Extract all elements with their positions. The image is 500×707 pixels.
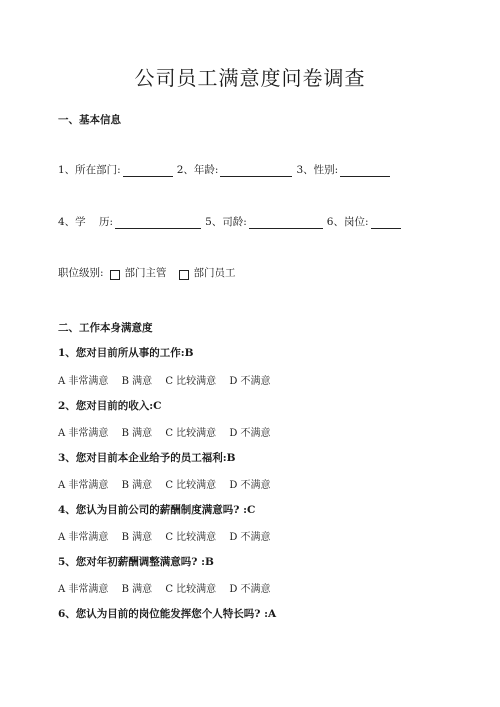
- question-1-options: [58, 372, 281, 387]
- question-5-options: [58, 580, 281, 595]
- option-a[interactable]: A 非常满意: [58, 428, 109, 439]
- question-3-options: [58, 476, 281, 491]
- staff-checkbox[interactable]: [179, 270, 189, 280]
- question-4: 4、您认为目前公司的薪酬制度满意吗? :C: [58, 504, 256, 516]
- staff-option-label: 部门员工: [193, 267, 236, 279]
- option-c[interactable]: C 比较满意: [165, 532, 217, 543]
- option-b[interactable]: B 满意: [121, 376, 153, 387]
- manager-option-label: 部门主管: [124, 267, 167, 279]
- question-2: 2、您对目前的收入:C: [58, 400, 162, 412]
- question-6: 6、您认为目前的岗位能发挥您个人特长吗? :A: [58, 608, 277, 620]
- department-field[interactable]: [123, 164, 173, 177]
- education-field[interactable]: [115, 216, 201, 229]
- question-3: 3、您对目前本企业给予的员工福利:B: [58, 452, 236, 464]
- option-a[interactable]: A 非常满意: [58, 584, 109, 595]
- option-b[interactable]: B 满意: [121, 584, 153, 595]
- section-basic-info-heading: 一、基本信息: [58, 114, 121, 126]
- tenure-field[interactable]: [249, 216, 323, 229]
- education-label: 4、学 历:: [58, 216, 114, 228]
- option-a[interactable]: A 非常满意: [58, 480, 109, 491]
- page-title: 公司员工满意度问卷调查: [134, 66, 366, 90]
- option-d[interactable]: D 不满意: [229, 480, 271, 491]
- tenure-label: 5、司龄:: [205, 216, 247, 228]
- section-job-satisfaction-heading: 二、工作本身满意度: [58, 322, 153, 334]
- question-2-options: [58, 424, 281, 439]
- gender-label: 3、性别:: [296, 164, 339, 176]
- option-d[interactable]: D 不满意: [229, 584, 271, 595]
- option-a[interactable]: A 非常满意: [58, 376, 109, 387]
- job-level-label: 职位级别:: [58, 267, 104, 279]
- basic-info-row-2: [58, 214, 405, 229]
- option-b[interactable]: B 满意: [121, 480, 153, 491]
- option-c[interactable]: C 比较满意: [165, 584, 217, 595]
- question-5: 5、您对年初薪酬调整满意吗? :B: [58, 556, 214, 568]
- option-a[interactable]: A 非常满意: [58, 532, 109, 543]
- question-1: 1、您对目前所从事的工作:B: [58, 347, 194, 359]
- position-label: 6、岗位:: [326, 216, 369, 228]
- job-level-row: [58, 265, 236, 280]
- option-d[interactable]: D 不满意: [229, 428, 271, 439]
- age-label: 2、年龄:: [176, 164, 219, 176]
- manager-checkbox[interactable]: [110, 270, 120, 280]
- position-field[interactable]: [371, 216, 401, 229]
- basic-info-row-1: [58, 162, 394, 177]
- option-c[interactable]: C 比较满意: [165, 376, 217, 387]
- option-b[interactable]: B 满意: [121, 428, 153, 439]
- option-b[interactable]: B 满意: [121, 532, 153, 543]
- age-field[interactable]: [220, 164, 292, 177]
- department-label: 1、所在部门:: [58, 164, 121, 176]
- gender-field[interactable]: [340, 164, 390, 177]
- option-c[interactable]: C 比较满意: [165, 480, 217, 491]
- option-d[interactable]: D 不满意: [229, 532, 271, 543]
- option-c[interactable]: C 比较满意: [165, 428, 217, 439]
- question-4-options: [58, 528, 281, 543]
- option-d[interactable]: D 不满意: [229, 376, 271, 387]
